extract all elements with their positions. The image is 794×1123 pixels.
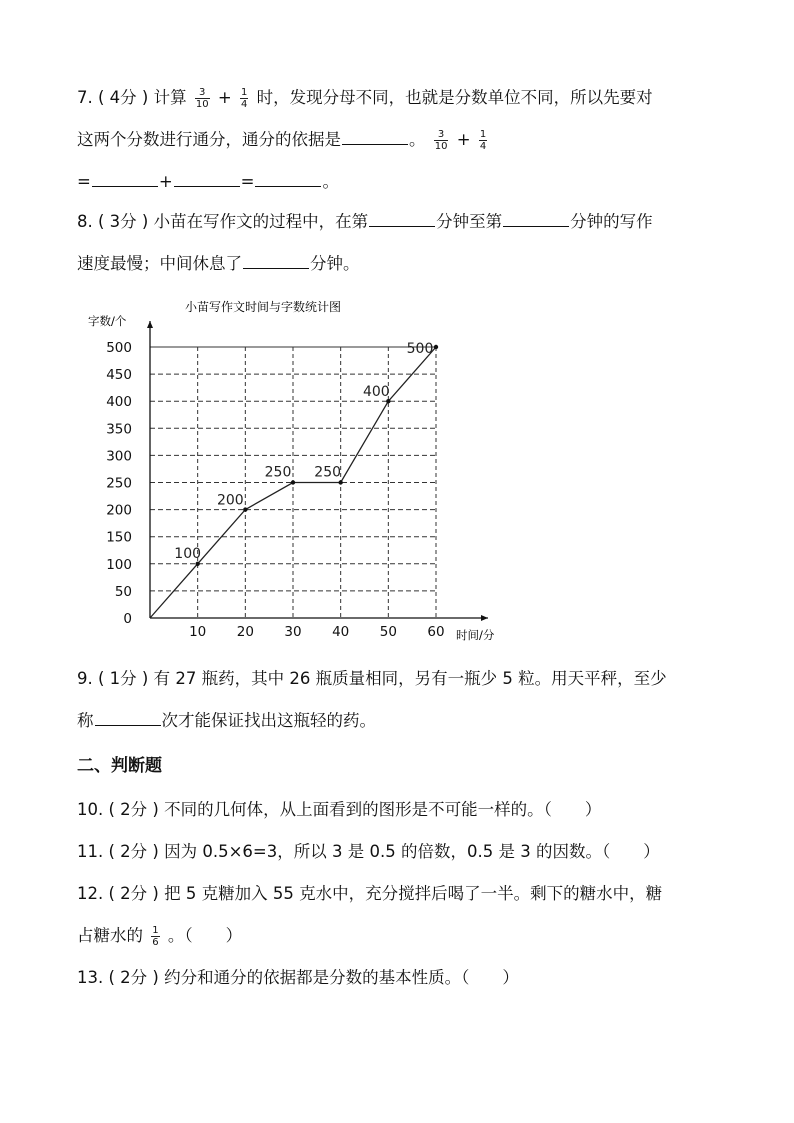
q7-score: ( 4分 ) (98, 88, 149, 107)
section-heading: 二、判断题 (77, 756, 162, 776)
data-point (291, 480, 295, 484)
q13-line (77, 966, 519, 990)
q11-number: 11. (77, 842, 104, 861)
q8-line2 (77, 252, 360, 276)
q13-text: 约分和通分的依据都是分数的基本性质。（ ） (164, 968, 519, 987)
y-tick-label: 500 (106, 340, 132, 356)
q9-number: 9. (77, 669, 93, 688)
x-tick-label: 20 (236, 624, 254, 640)
q12-line2 (77, 924, 242, 948)
y-axis-arrow-icon (147, 321, 153, 328)
q8-text: 速度最慢；中间休息了 (77, 254, 242, 273)
q11-line (77, 840, 660, 864)
q7-line2 (77, 128, 490, 152)
data-point (195, 562, 199, 566)
y-tick-label: 100 (106, 556, 132, 573)
plus-sign: + (456, 130, 471, 149)
q7-number: 7. (77, 88, 93, 107)
fraction-1-6: $\frac{1}{6}$ (152, 925, 159, 948)
q9-text: 有 27 瓶药，其中 26 瓶质量相同，另有一瓶少 5 粒。用天平秤，至少 (153, 669, 667, 688)
q9-score: ( 1分 ) (98, 669, 149, 688)
y-tick-label: 200 (106, 502, 132, 519)
q12-line1 (77, 882, 662, 906)
q10-text: 不同的几何体，从上面看到的图形是不可能一样的。（ ） (164, 800, 602, 819)
answer-blank[interactable] (369, 210, 435, 227)
q7-line3 (77, 170, 339, 194)
y-tick-label: 50 (114, 583, 132, 600)
q13-score: ( 2分 ) (108, 968, 159, 987)
q9-line1 (77, 667, 667, 691)
q12-number: 12. (77, 884, 104, 903)
q8-text: 分钟的写作 (570, 212, 653, 231)
q7-text: 。 (409, 130, 426, 149)
data-label: 100 (174, 545, 202, 562)
answer-blank[interactable] (92, 170, 158, 187)
q7-line1 (77, 86, 653, 110)
equals-sign: = (240, 172, 255, 191)
q11-text: 因为 0.5×6=3，所以 3 是 0.5 的倍数，0.5 是 3 的因数。（ ） (164, 842, 660, 861)
answer-blank[interactable] (255, 170, 321, 187)
line-chart (78, 295, 508, 647)
chart-title: 小苗写作文时间与字数统计图 (184, 300, 342, 314)
x-tick-label: 60 (427, 624, 445, 640)
data-label: 200 (216, 492, 244, 509)
fraction-1-4: $\frac{1}{4}$ (240, 87, 248, 110)
q9-text: 称 (77, 711, 94, 730)
equals-sign: = (77, 172, 91, 191)
y-tick-label: 350 (106, 421, 132, 438)
fraction-3-10: $\frac{3}{10}$ (195, 87, 209, 110)
answer-blank[interactable] (243, 252, 309, 269)
q10-number: 10. (77, 800, 104, 819)
answer-blank[interactable] (95, 709, 161, 726)
data-label: 250 (314, 464, 342, 481)
q8-score: ( 3分 ) (98, 212, 149, 231)
y-tick-label: 450 (106, 367, 132, 384)
q7-text: 。 (322, 172, 339, 191)
q8-text: 分钟。 (310, 254, 360, 273)
q8-line1 (77, 210, 653, 234)
q8-text: 分钟至第 (436, 212, 503, 231)
q8-number: 8. (77, 212, 93, 231)
data-label: 250 (264, 464, 292, 481)
answer-blank[interactable] (503, 210, 569, 227)
plus-sign: + (217, 88, 232, 107)
q10-score: ( 2分 ) (108, 800, 159, 819)
q9-text: 次才能保证找出这瓶轻的药。 (161, 711, 376, 730)
q11-score: ( 2分 ) (108, 842, 159, 861)
q7-text: 时，发现分母不同，也就是分数单位不同，所以先要对 (256, 88, 653, 107)
data-point (434, 345, 438, 349)
q8-text: 小苗在写作文的过程中，在第 (153, 212, 369, 231)
y-tick-label: 250 (106, 475, 132, 492)
y-tick-label: 150 (106, 529, 132, 546)
data-label: 400 (362, 384, 390, 401)
answer-blank[interactable] (174, 170, 240, 187)
data-label: 500 (406, 341, 434, 357)
y-axis-label: 字数/个 (88, 314, 127, 328)
q7-text: 这两个分数进行通分，通分的依据是 (77, 130, 341, 149)
y-tick-label: 0 (123, 611, 132, 627)
q12-text: 把 5 克糖加入 55 克水中，充分搅拌后喝了一半。剩下的糖水中，糖 (164, 884, 663, 903)
q13-number: 13. (77, 968, 104, 987)
x-axis-arrow-icon (481, 615, 488, 621)
x-axis-label: 时间/分 (456, 628, 495, 642)
q12-score: ( 2分 ) (108, 884, 159, 903)
data-point (243, 507, 247, 511)
plus-sign: + (158, 172, 173, 191)
q10-line (77, 798, 601, 822)
y-tick-label: 400 (106, 394, 132, 411)
x-tick-label: 40 (332, 624, 350, 640)
q9-line2 (77, 709, 376, 733)
x-tick-label: 30 (284, 624, 302, 640)
answer-blank[interactable] (342, 128, 408, 145)
q12-text: 。（ ） (167, 926, 243, 945)
data-point (338, 480, 342, 484)
y-tick-label: 300 (106, 448, 132, 465)
fraction-1-4: $\frac{1}{4}$ (479, 129, 487, 152)
q12-text: 占糖水的 (77, 926, 143, 945)
fraction-3-10: $\frac{3}{10}$ (434, 129, 448, 152)
q7-text: 计算 (153, 88, 187, 107)
x-tick-label: 10 (189, 624, 207, 640)
x-tick-label: 50 (379, 624, 397, 640)
